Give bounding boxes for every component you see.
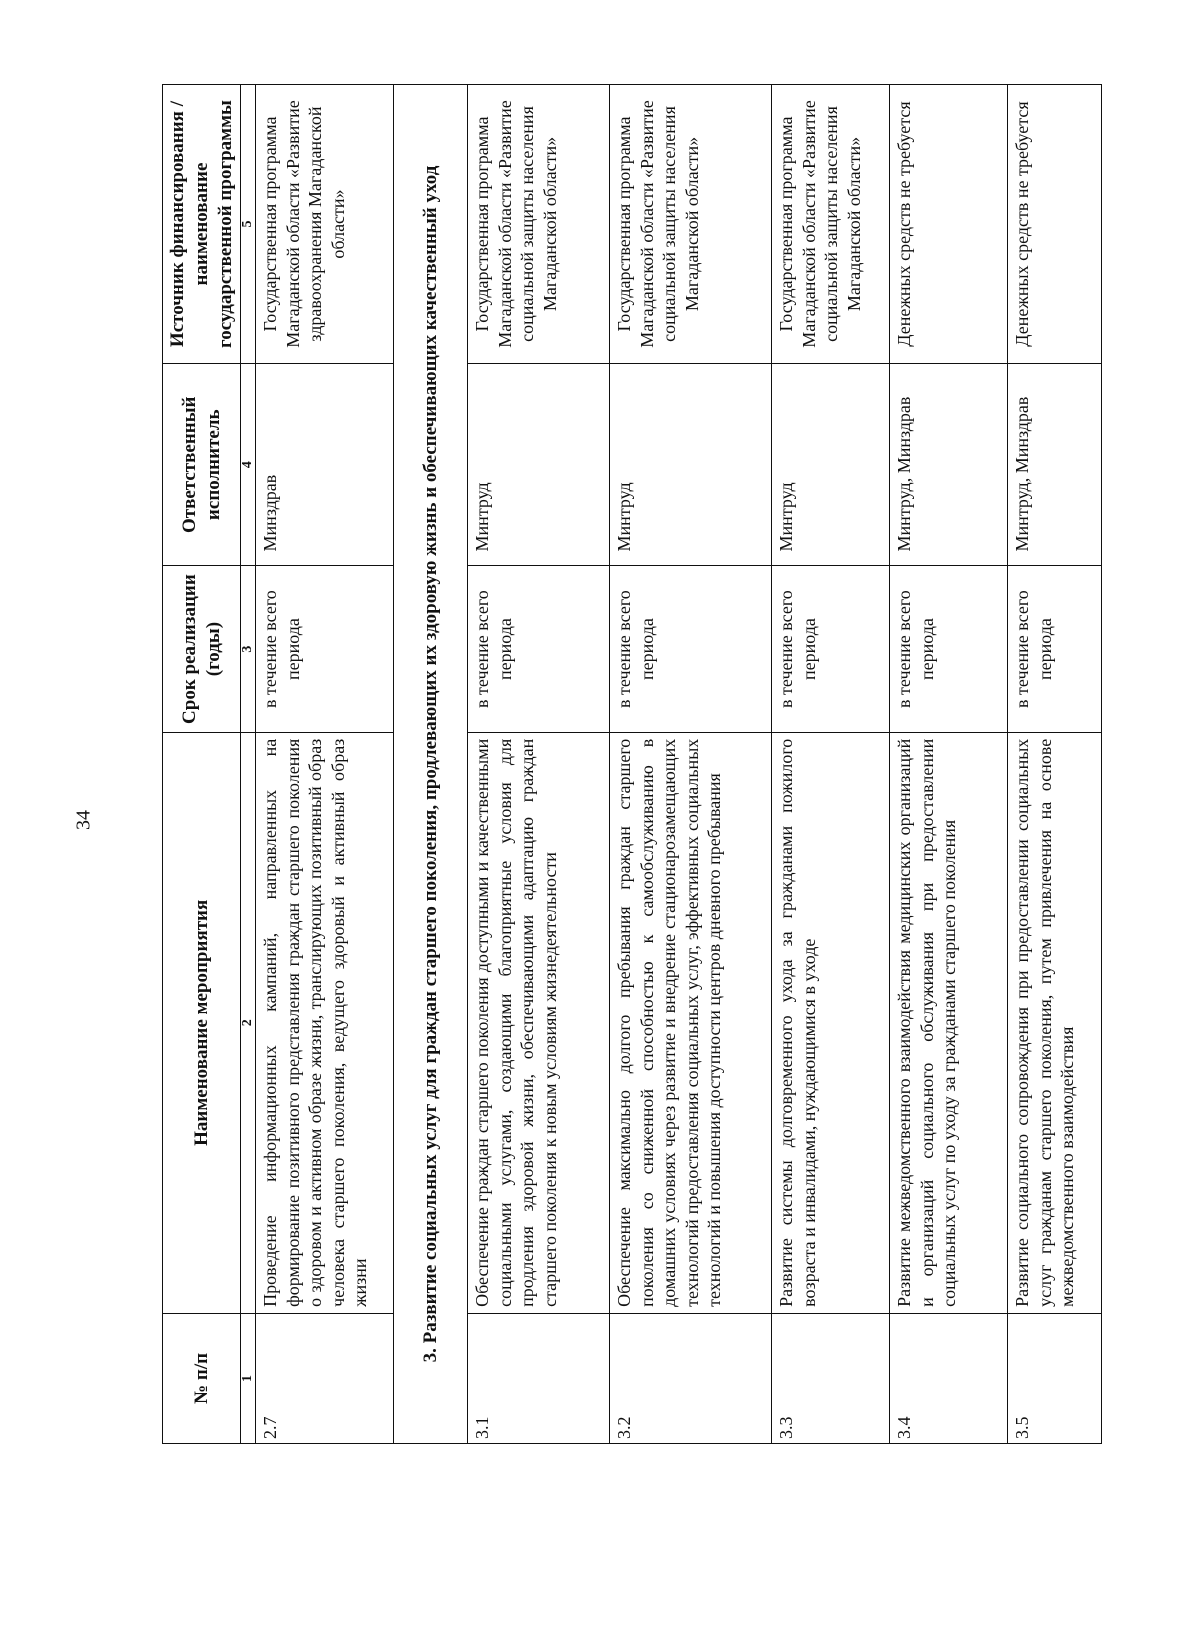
row-number: 3.2 (610, 1313, 772, 1443)
table-row (1008, 85, 1102, 1444)
executor-cell: Минтруд (468, 364, 610, 566)
source-cell: Денежных средств не требуется (890, 85, 1008, 364)
col-number: 4 (241, 364, 256, 566)
col-number: 1 (241, 1313, 256, 1443)
col-number: 3 (241, 566, 256, 732)
executor-cell: Минтруд, Минздрав (890, 364, 1008, 566)
term-cell: в течение всего периода (1008, 566, 1102, 732)
source-cell: Денежных средств не требуется (1008, 85, 1102, 364)
table-row (468, 85, 610, 1444)
table-row (256, 85, 394, 1444)
table-rotated-container (162, 84, 1102, 1444)
executor-cell: Минтруд, Минздрав (1008, 364, 1102, 566)
page-number: 34 (72, 810, 95, 830)
term-cell: в течение всего периода (610, 566, 772, 732)
table-row (772, 85, 890, 1444)
measure-name: Развитие межведомственного взаимодействия медицинских организаций и организаций социального обслуживания при предоставлении социальных услуг по уходу за гражданами старшего поколения (890, 732, 1008, 1313)
row-number: 3.5 (1008, 1313, 1102, 1443)
row-number: 3.1 (468, 1313, 610, 1443)
row-number: 2.7 (256, 1313, 394, 1443)
source-cell: Государственная программа Магаданской области «Развитие социальной защиты населения Магаданской области» (468, 85, 610, 364)
executor-cell: Минтруд (610, 364, 772, 566)
table-row (610, 85, 772, 1444)
table-row (890, 85, 1008, 1444)
measure-name: Обеспечение максимально долгого пребывания граждан старшего поколения со сниженной способностью к самообслуживанию в домашних условиях через развитие и внедрение стационарозамещающих технологий предоставления социальных услуг, эффективных социальных технологий и повышения доступности центров дневного пребывания (610, 732, 772, 1313)
row-number: 3.3 (772, 1313, 890, 1443)
section-title: 3. Развитие социальных услуг для граждан старшего поколения, продлевающих их здоровую жизнь и обеспечивающих качественный уход (394, 85, 468, 1444)
header-term: Срок реализации (годы) (163, 566, 241, 732)
measures-table (162, 84, 1102, 1444)
executor-cell: Минздрав (256, 364, 394, 566)
col-number: 2 (241, 732, 256, 1313)
measure-name: Проведение информационных кампаний, направленных на формирование позитивного представления граждан старшего поколения о здоровом и активном образе жизни, транслирующих позитивный образ человека старшего поколения, ведущего здоровый и активный образ жизни (256, 732, 394, 1313)
term-cell: в течение всего периода (256, 566, 394, 732)
measure-name: Развитие социального сопровождения при предоставлении социальных услуг гражданам старшего поколения, путем привлечения на основе межведомственного взаимодействия (1008, 732, 1102, 1313)
section-row (394, 85, 468, 1444)
source-cell: Государственная программа Магаданской области «Развитие здравоохранения Магаданской области» (256, 85, 394, 364)
header-name: Наименование мероприятия (163, 732, 241, 1313)
col-number: 5 (241, 85, 256, 364)
header-num: № п/п (163, 1313, 241, 1443)
source-cell: Государственная программа Магаданской области «Развитие социальной защиты населения Магаданской области» (772, 85, 890, 364)
row-number: 3.4 (890, 1313, 1008, 1443)
measure-name: Обеспечение граждан старшего поколения доступными и качественными социальными услугами, создающими благоприятные условия для продления здоровой жизни, обеспечивающими адаптацию граждан старшего поколения к новым условиям жизнедеятельности (468, 732, 610, 1313)
header-executor: Ответственный исполнитель (163, 364, 241, 566)
measure-name: Развитие системы долговременного ухода за гражданами пожилого возраста и инвалидами, нуждающимися в уходе (772, 732, 890, 1313)
term-cell: в течение всего периода (890, 566, 1008, 732)
column-number-row (241, 85, 256, 1444)
source-cell: Государственная программа Магаданской области «Развитие социальной защиты населения Магаданской области» (610, 85, 772, 364)
term-cell: в течение всего периода (468, 566, 610, 732)
header-source: Источник финансирования / наименование государственной программы (163, 85, 241, 364)
term-cell: в течение всего периода (772, 566, 890, 732)
executor-cell: Минтруд (772, 364, 890, 566)
